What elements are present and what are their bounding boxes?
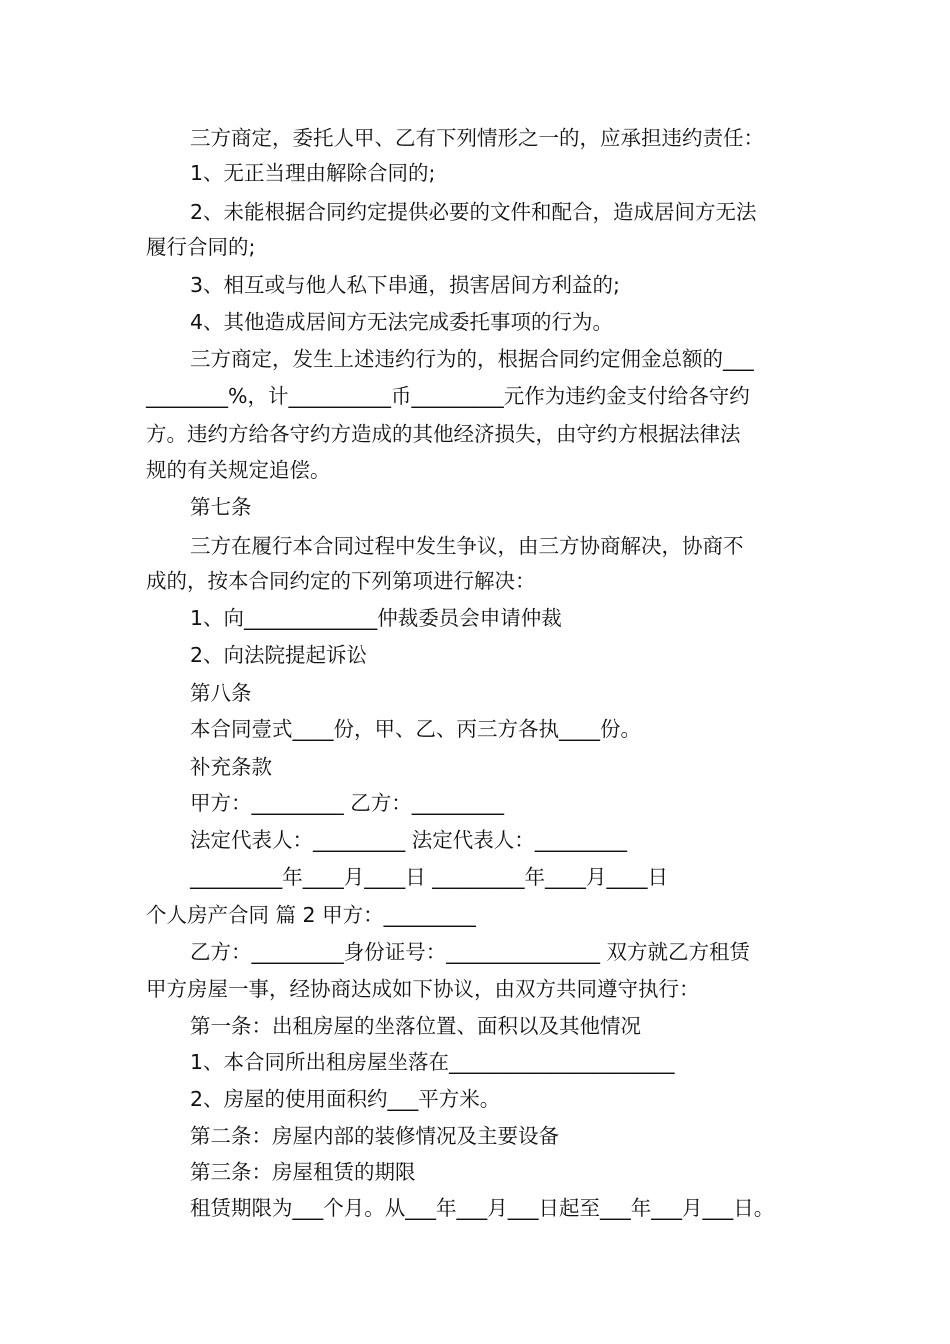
- paragraph-line: 2、房屋的使用面积约___平方米。: [190, 1087, 501, 1111]
- section-heading: 补充条款: [190, 755, 272, 779]
- signature-line: 法定代表人：_________ 法定代表人：_________: [190, 828, 628, 852]
- section-heading: 第三条：房屋租赁的期限: [190, 1160, 416, 1184]
- paragraph-line: ________%，计__________币_________元作为违约金支付给各守约: [146, 384, 750, 408]
- section-heading: 第八条: [190, 681, 252, 705]
- paragraph-line: 三方商定，发生上述违约行为的，根据合同约定佣金总额的___: [190, 347, 754, 371]
- date-line: _________年____月____日 _________年____月____日: [190, 865, 669, 889]
- section-heading: 第二条：房屋内部的装修情况及主要设备: [190, 1124, 559, 1148]
- paragraph-line: 三方在履行本合同过程中发生争议，由三方协商解决，协商不: [190, 534, 744, 558]
- document-title-line: 个人房产合同 篇 2 甲方：_________: [146, 903, 476, 927]
- section-heading: 第一条：出租房屋的坐落位置、面积以及其他情况: [190, 1014, 641, 1038]
- paragraph-line: 方。违约方给各守约方造成的其他经济损失，由守约方根据法律法: [146, 422, 741, 446]
- paragraph-line: 1、本合同所出租房屋坐落在______________________: [190, 1050, 675, 1074]
- paragraph-line: 4、其他造成居间方无法完成委托事项的行为。: [190, 310, 614, 334]
- paragraph-line: 三方商定，委托人甲、乙有下列情形之一的，应承担违约责任：: [190, 126, 764, 150]
- signature-line: 甲方：_________ 乙方：_________: [190, 791, 505, 815]
- paragraph-line: 履行合同的;: [146, 235, 256, 259]
- paragraph-line: 2、向法院提起诉讼: [190, 643, 368, 667]
- paragraph-line: 租赁期限为___个月。从___年___月___日起至___年___月___日。: [190, 1196, 775, 1220]
- paragraph-line: 1、向_____________仲裁委员会申请仲裁: [190, 606, 562, 630]
- paragraph-line: 乙方：_________身份证号：_______________ 双方就乙方租赁: [190, 940, 751, 964]
- paragraph-line: 3、相互或与他人私下串通，损害居间方利益的;: [190, 273, 620, 297]
- paragraph-line: 2、未能根据合同约定提供必要的文件和配合，造成居间方无法: [190, 200, 757, 224]
- paragraph-line: 甲方房屋一事，经协商达成如下协议，由双方共同遵守执行：: [146, 977, 700, 1001]
- paragraph-line: 规的有关规定追偿。: [146, 458, 331, 482]
- paragraph-line: 成的，按本合同约定的下列第项进行解决：: [146, 569, 536, 593]
- section-heading: 第七条: [190, 495, 252, 519]
- paragraph-line: 1、无正当理由解除合同的;: [190, 161, 436, 185]
- paragraph-line: 本合同壹式____份，甲、乙、丙三方各执____份。: [190, 717, 641, 741]
